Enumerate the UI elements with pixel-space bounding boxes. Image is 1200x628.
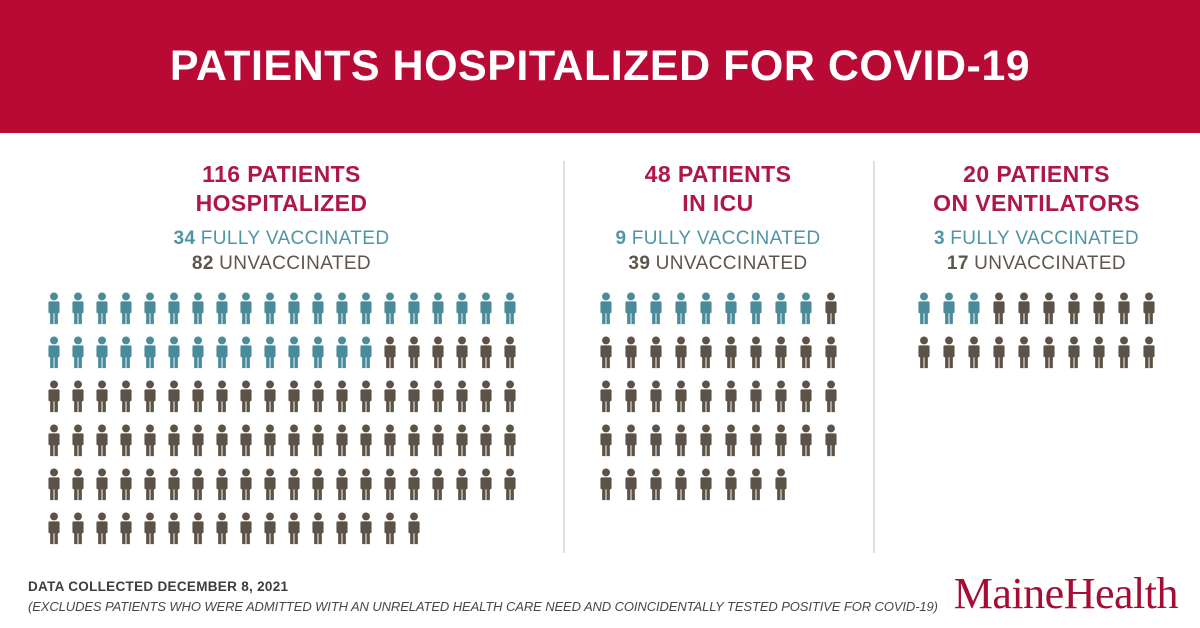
footer <box>28 569 1178 619</box>
person-icon-unvaccinated <box>94 512 110 545</box>
person-icon-vaccinated <box>941 292 957 325</box>
person-icon-unvaccinated <box>478 380 494 413</box>
person-icon-unvaccinated <box>798 380 814 413</box>
person-icon-vaccinated <box>916 292 932 325</box>
person-icon-unvaccinated <box>673 336 689 369</box>
person-icon-unvaccinated <box>478 336 494 369</box>
person-icon-vaccinated <box>118 292 134 325</box>
person-icon-unvaccinated <box>748 424 764 457</box>
person-icon-unvaccinated <box>70 424 86 457</box>
vaccinated-label: FULLY VACCINATED <box>200 227 390 249</box>
vaccinated-label: FULLY VACCINATED <box>950 227 1139 249</box>
person-icon-unvaccinated <box>798 336 814 369</box>
pictogram-grid-ventilators <box>916 292 1157 369</box>
person-icon-unvaccinated <box>214 424 230 457</box>
person-icon-unvaccinated <box>382 468 398 501</box>
person-icon-unvaccinated <box>698 424 714 457</box>
person-icon-unvaccinated <box>1116 292 1132 325</box>
person-icon-unvaccinated <box>598 468 614 501</box>
person-icon-unvaccinated <box>502 424 518 457</box>
page-title: PATIENTS HOSPITALIZED FOR COVID-19 <box>169 42 1031 90</box>
person-icon-unvaccinated <box>1116 336 1132 369</box>
unvaccinated-label: UNVACCINATED <box>974 253 1127 275</box>
person-icon-vaccinated <box>698 292 714 325</box>
person-icon-unvaccinated <box>70 468 86 501</box>
person-icon-unvaccinated <box>142 512 158 545</box>
person-icon-unvaccinated <box>406 468 422 501</box>
person-icon-unvaccinated <box>1041 292 1057 325</box>
unvaccinated-count: 82 <box>191 253 214 275</box>
section-divider-left <box>563 161 565 553</box>
person-icon-unvaccinated <box>334 512 350 545</box>
section-title-ventilators <box>933 160 1140 218</box>
person-icon-unvaccinated <box>773 336 789 369</box>
vaccinated-label: FULLY VACCINATED <box>631 227 821 249</box>
unvaccinated-label: UNVACCINATED <box>219 253 372 275</box>
person-icon-vaccinated <box>70 292 86 325</box>
person-icon-unvaccinated <box>382 512 398 545</box>
unvaccinated-stat <box>628 251 807 276</box>
section-hospitalized <box>0 133 563 553</box>
person-icon-unvaccinated <box>454 380 470 413</box>
mainehealth-logo: MaineHealth <box>953 569 1178 619</box>
person-icon-vaccinated <box>430 292 446 325</box>
person-icon-unvaccinated <box>310 424 326 457</box>
person-icon-unvaccinated <box>46 380 62 413</box>
person-icon-unvaccinated <box>406 336 422 369</box>
person-icon-vaccinated <box>748 292 764 325</box>
person-icon-unvaccinated <box>286 468 302 501</box>
person-icon-unvaccinated <box>823 380 839 413</box>
person-icon-unvaccinated <box>214 380 230 413</box>
vaccinated-count: 9 <box>615 227 627 249</box>
person-icon-unvaccinated <box>310 468 326 501</box>
person-icon-unvaccinated <box>238 512 254 545</box>
person-icon-unvaccinated <box>502 336 518 369</box>
person-icon-unvaccinated <box>748 380 764 413</box>
person-icon-unvaccinated <box>382 380 398 413</box>
person-icon-unvaccinated <box>94 380 110 413</box>
person-icon-unvaccinated <box>46 424 62 457</box>
person-icon-vaccinated <box>94 336 110 369</box>
person-icon-vaccinated <box>798 292 814 325</box>
person-icon-unvaccinated <box>773 424 789 457</box>
unvaccinated-stat <box>947 251 1126 276</box>
person-icon-unvaccinated <box>798 424 814 457</box>
person-icon-unvaccinated <box>238 424 254 457</box>
person-icon-unvaccinated <box>648 468 664 501</box>
person-icon-unvaccinated <box>358 468 374 501</box>
person-icon-unvaccinated <box>748 336 764 369</box>
person-icon-vaccinated <box>723 292 739 325</box>
section-divider-right <box>873 161 875 553</box>
person-icon-unvaccinated <box>748 468 764 501</box>
person-icon-unvaccinated <box>94 468 110 501</box>
person-icon-unvaccinated <box>502 468 518 501</box>
vaccinated-stat <box>616 226 821 251</box>
person-icon-unvaccinated <box>941 336 957 369</box>
person-icon-unvaccinated <box>286 380 302 413</box>
person-icon-unvaccinated <box>454 336 470 369</box>
person-icon-unvaccinated <box>358 512 374 545</box>
person-icon-unvaccinated <box>1141 292 1157 325</box>
person-icon-unvaccinated <box>598 380 614 413</box>
person-icon-vaccinated <box>454 292 470 325</box>
person-icon-unvaccinated <box>406 380 422 413</box>
person-icon-unvaccinated <box>118 512 134 545</box>
person-icon-vaccinated <box>190 292 206 325</box>
person-icon-unvaccinated <box>723 468 739 501</box>
person-icon-unvaccinated <box>382 424 398 457</box>
person-icon-unvaccinated <box>334 468 350 501</box>
person-icon-unvaccinated <box>623 380 639 413</box>
person-icon-unvaccinated <box>166 468 182 501</box>
person-icon-unvaccinated <box>214 512 230 545</box>
person-icon-unvaccinated <box>142 468 158 501</box>
person-icon-unvaccinated <box>118 380 134 413</box>
section-title-icu <box>645 160 792 218</box>
person-icon-unvaccinated <box>214 468 230 501</box>
unvaccinated-count: 17 <box>946 253 969 275</box>
person-icon-vaccinated <box>310 292 326 325</box>
person-icon-vaccinated <box>166 292 182 325</box>
person-icon-vaccinated <box>773 292 789 325</box>
person-icon-vaccinated <box>238 292 254 325</box>
person-icon-unvaccinated <box>406 512 422 545</box>
person-icon-unvaccinated <box>382 336 398 369</box>
person-icon-unvaccinated <box>358 424 374 457</box>
person-icon-unvaccinated <box>46 468 62 501</box>
person-icon-vaccinated <box>673 292 689 325</box>
section-title-line2: IN ICU <box>682 189 754 216</box>
section-ventilators <box>873 133 1200 553</box>
person-icon-vaccinated <box>286 292 302 325</box>
vaccinated-count: 3 <box>934 227 945 249</box>
person-icon-unvaccinated <box>262 512 278 545</box>
person-icon-vaccinated <box>310 336 326 369</box>
person-icon-vaccinated <box>118 336 134 369</box>
person-icon-vaccinated <box>334 292 350 325</box>
person-icon-vaccinated <box>598 292 614 325</box>
person-icon-unvaccinated <box>773 380 789 413</box>
person-icon-unvaccinated <box>142 380 158 413</box>
person-icon-unvaccinated <box>46 512 62 545</box>
pictogram-grid-icu <box>598 292 839 501</box>
person-icon-unvaccinated <box>823 336 839 369</box>
person-icon-vaccinated <box>142 336 158 369</box>
person-icon-unvaccinated <box>723 424 739 457</box>
person-icon-vaccinated <box>966 292 982 325</box>
person-icon-unvaccinated <box>991 292 1007 325</box>
person-icon-vaccinated <box>94 292 110 325</box>
person-icon-vaccinated <box>382 292 398 325</box>
person-icon-unvaccinated <box>166 424 182 457</box>
person-icon-unvaccinated <box>698 336 714 369</box>
person-icon-unvaccinated <box>142 424 158 457</box>
person-icon-unvaccinated <box>723 380 739 413</box>
person-icon-unvaccinated <box>698 380 714 413</box>
person-icon-unvaccinated <box>1141 336 1157 369</box>
person-icon-unvaccinated <box>358 380 374 413</box>
person-icon-unvaccinated <box>478 424 494 457</box>
person-icon-unvaccinated <box>166 380 182 413</box>
person-icon-unvaccinated <box>623 336 639 369</box>
person-icon-unvaccinated <box>334 380 350 413</box>
vaccinated-count: 34 <box>173 227 196 249</box>
header-banner <box>0 0 1200 133</box>
person-icon-unvaccinated <box>598 336 614 369</box>
person-icon-unvaccinated <box>1066 292 1082 325</box>
footer-notes <box>28 579 938 614</box>
person-icon-unvaccinated <box>430 468 446 501</box>
person-icon-unvaccinated <box>698 468 714 501</box>
person-icon-unvaccinated <box>966 336 982 369</box>
person-icon-vaccinated <box>623 292 639 325</box>
person-icon-unvaccinated <box>118 468 134 501</box>
person-icon-vaccinated <box>214 336 230 369</box>
person-icon-unvaccinated <box>286 512 302 545</box>
unvaccinated-count: 39 <box>628 253 651 275</box>
person-icon-unvaccinated <box>673 424 689 457</box>
person-icon-vaccinated <box>478 292 494 325</box>
person-icon-vaccinated <box>46 292 62 325</box>
person-icon-vaccinated <box>262 292 278 325</box>
person-icon-unvaccinated <box>478 468 494 501</box>
person-icon-unvaccinated <box>310 512 326 545</box>
person-icon-vaccinated <box>214 292 230 325</box>
person-icon-unvaccinated <box>190 424 206 457</box>
person-icon-unvaccinated <box>262 380 278 413</box>
person-icon-unvaccinated <box>1066 336 1082 369</box>
person-icon-unvaccinated <box>70 380 86 413</box>
vaccinated-stat <box>174 226 390 251</box>
person-icon-vaccinated <box>358 336 374 369</box>
person-icon-unvaccinated <box>648 336 664 369</box>
person-icon-unvaccinated <box>118 424 134 457</box>
person-icon-unvaccinated <box>723 336 739 369</box>
person-icon-unvaccinated <box>1091 336 1107 369</box>
person-icon-unvaccinated <box>430 336 446 369</box>
person-icon-unvaccinated <box>310 380 326 413</box>
person-icon-unvaccinated <box>334 424 350 457</box>
section-title-line1: 48 PATIENTS <box>644 161 792 187</box>
vaccinated-stat <box>934 226 1139 251</box>
person-icon-unvaccinated <box>430 380 446 413</box>
person-icon-unvaccinated <box>262 424 278 457</box>
section-title-line2: ON VENTILATORS <box>933 189 1140 216</box>
person-icon-unvaccinated <box>1041 336 1057 369</box>
person-icon-vaccinated <box>142 292 158 325</box>
person-icon-unvaccinated <box>430 424 446 457</box>
person-icon-vaccinated <box>238 336 254 369</box>
person-icon-unvaccinated <box>286 424 302 457</box>
section-title-hospitalized <box>196 160 368 218</box>
person-icon-unvaccinated <box>70 512 86 545</box>
person-icon-unvaccinated <box>648 380 664 413</box>
exclusion-note: (EXCLUDES PATIENTS WHO WERE ADMITTED WITH AN UNRELATED HEALTH CARE NEED AND COINCIDENTALLY TESTED POSITIVE FOR COVID-19) <box>28 599 938 614</box>
person-icon-unvaccinated <box>190 468 206 501</box>
person-icon-vaccinated <box>166 336 182 369</box>
person-icon-vaccinated <box>648 292 664 325</box>
person-icon-unvaccinated <box>94 424 110 457</box>
person-icon-unvaccinated <box>673 380 689 413</box>
person-icon-vaccinated <box>286 336 302 369</box>
pictogram-grid-hospitalized <box>46 292 518 545</box>
person-icon-unvaccinated <box>773 468 789 501</box>
person-icon-unvaccinated <box>598 424 614 457</box>
person-icon-vaccinated <box>502 292 518 325</box>
person-icon-unvaccinated <box>454 468 470 501</box>
person-icon-unvaccinated <box>623 424 639 457</box>
section-title-line2: HOSPITALIZED <box>195 189 368 216</box>
person-icon-vaccinated <box>190 336 206 369</box>
person-icon-unvaccinated <box>823 424 839 457</box>
content-area <box>0 133 1200 553</box>
unvaccinated-label: UNVACCINATED <box>655 253 808 275</box>
person-icon-unvaccinated <box>454 424 470 457</box>
person-icon-unvaccinated <box>238 380 254 413</box>
person-icon-unvaccinated <box>502 380 518 413</box>
section-title-line1: 20 PATIENTS <box>963 161 1110 187</box>
person-icon-vaccinated <box>358 292 374 325</box>
person-icon-unvaccinated <box>1016 336 1032 369</box>
person-icon-unvaccinated <box>1016 292 1032 325</box>
person-icon-unvaccinated <box>190 512 206 545</box>
person-icon-vaccinated <box>406 292 422 325</box>
person-icon-unvaccinated <box>916 336 932 369</box>
person-icon-unvaccinated <box>623 468 639 501</box>
person-icon-vaccinated <box>46 336 62 369</box>
person-icon-unvaccinated <box>190 380 206 413</box>
person-icon-unvaccinated <box>648 424 664 457</box>
person-icon-unvaccinated <box>166 512 182 545</box>
person-icon-unvaccinated <box>262 468 278 501</box>
section-icu <box>563 133 873 553</box>
data-collected-note: DATA COLLECTED DECEMBER 8, 2021 <box>28 579 289 594</box>
person-icon-unvaccinated <box>406 424 422 457</box>
person-icon-vaccinated <box>262 336 278 369</box>
section-title-line1: 116 PATIENTS <box>202 161 361 187</box>
person-icon-unvaccinated <box>238 468 254 501</box>
person-icon-unvaccinated <box>991 336 1007 369</box>
person-icon-unvaccinated <box>1091 292 1107 325</box>
person-icon-unvaccinated <box>673 468 689 501</box>
person-icon-vaccinated <box>70 336 86 369</box>
person-icon-vaccinated <box>334 336 350 369</box>
unvaccinated-stat <box>192 251 371 276</box>
person-icon-unvaccinated <box>823 292 839 325</box>
